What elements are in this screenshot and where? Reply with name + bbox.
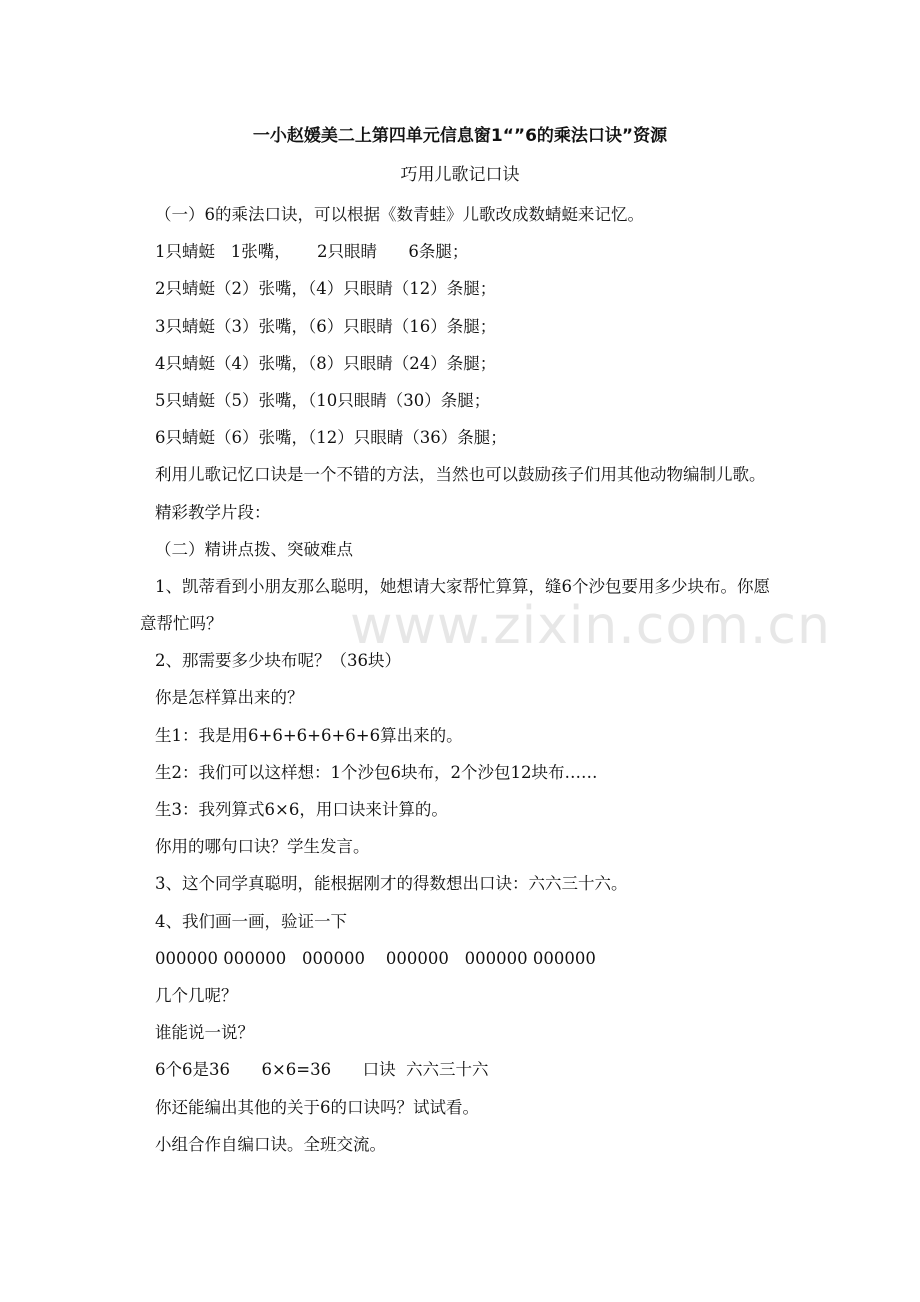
document-subtitle: 巧用儿歌记口诀 — [400, 165, 520, 185]
text-line: 几个几呢？ — [155, 985, 238, 1005]
text-line: 4、我们画一画，验证一下 — [155, 911, 347, 931]
text-line: 小组合作自编口诀。全班交流。 — [155, 1134, 386, 1154]
text-line: 生2：我们可以这样想：1个沙包6块布，2个沙包12块布…… — [155, 762, 598, 782]
document-title: 一小赵媛美二上第四单元信息窗1“”6的乘法口诀”资源 — [252, 126, 668, 146]
text-line: 3、这个同学真聪明，能根据刚才的得数想出口诀：六六三十六。 — [155, 874, 628, 894]
text-line: 你还能编出其他的关于6的口诀吗？试试看。 — [155, 1097, 479, 1117]
dot-drawing-line: 000000 000000 000000 000000 000000 000000 — [155, 948, 596, 968]
text-line: 3只蜻蜓（3）张嘴，（6）只眼睛（16）条腿； — [155, 316, 497, 336]
text-line: （一）6的乘法口诀，可以根据《数青蛙》儿歌改成数蜻蜓来记忆。 — [155, 205, 644, 224]
text-line: 1只蜻蜓 1张嘴， 2只眼睛 6条腿； — [155, 242, 469, 262]
text-line: 生3：我列算式6×6，用口诀来计算的。 — [155, 800, 448, 820]
document-body — [140, 196, 831, 1163]
text-line: 你是怎样算出来的？ — [155, 688, 304, 708]
text-line: （二）精讲点拨、突破难点 — [155, 539, 353, 559]
paragraph: 利用儿歌记忆口诀是一个不错的方法，当然也可以鼓励孩子们用其他动物编制儿歌。 — [155, 465, 766, 485]
text-line: 6个6是36 6×6=36 口诀 六六三十六 — [155, 1060, 489, 1080]
text-line: 谁能说一说？ — [155, 1023, 254, 1043]
text-line: 精彩教学片段： — [155, 502, 271, 522]
text-line: 生1：我是用6+6+6+6+6+6算出来的。 — [155, 725, 463, 745]
text-line: 6只蜻蜓（6）张嘴，（12）只眼睛（36）条腿； — [155, 428, 507, 448]
text-line: 2只蜻蜓（2）张嘴，（4）只眼睛（12）条腿； — [155, 279, 497, 299]
paragraph: 1、凯蒂看到小朋友那么聪明，她想请大家帮忙算算，缝6个沙包要用多少块布。你愿意帮忙吗？ — [140, 576, 770, 634]
watermark: www.zixin.com.cn — [350, 596, 831, 656]
text-line: 2、那需要多少块布呢？（36块） — [155, 651, 401, 671]
text-line: 4只蜻蜓（4）张嘴，（8）只眼睛（24）条腿； — [155, 353, 497, 373]
text-line: 你用的哪句口诀？学生发言。 — [155, 837, 370, 857]
text-line: 5只蜻蜓（5）张嘴，（10只眼睛（30）条腿； — [155, 390, 491, 410]
